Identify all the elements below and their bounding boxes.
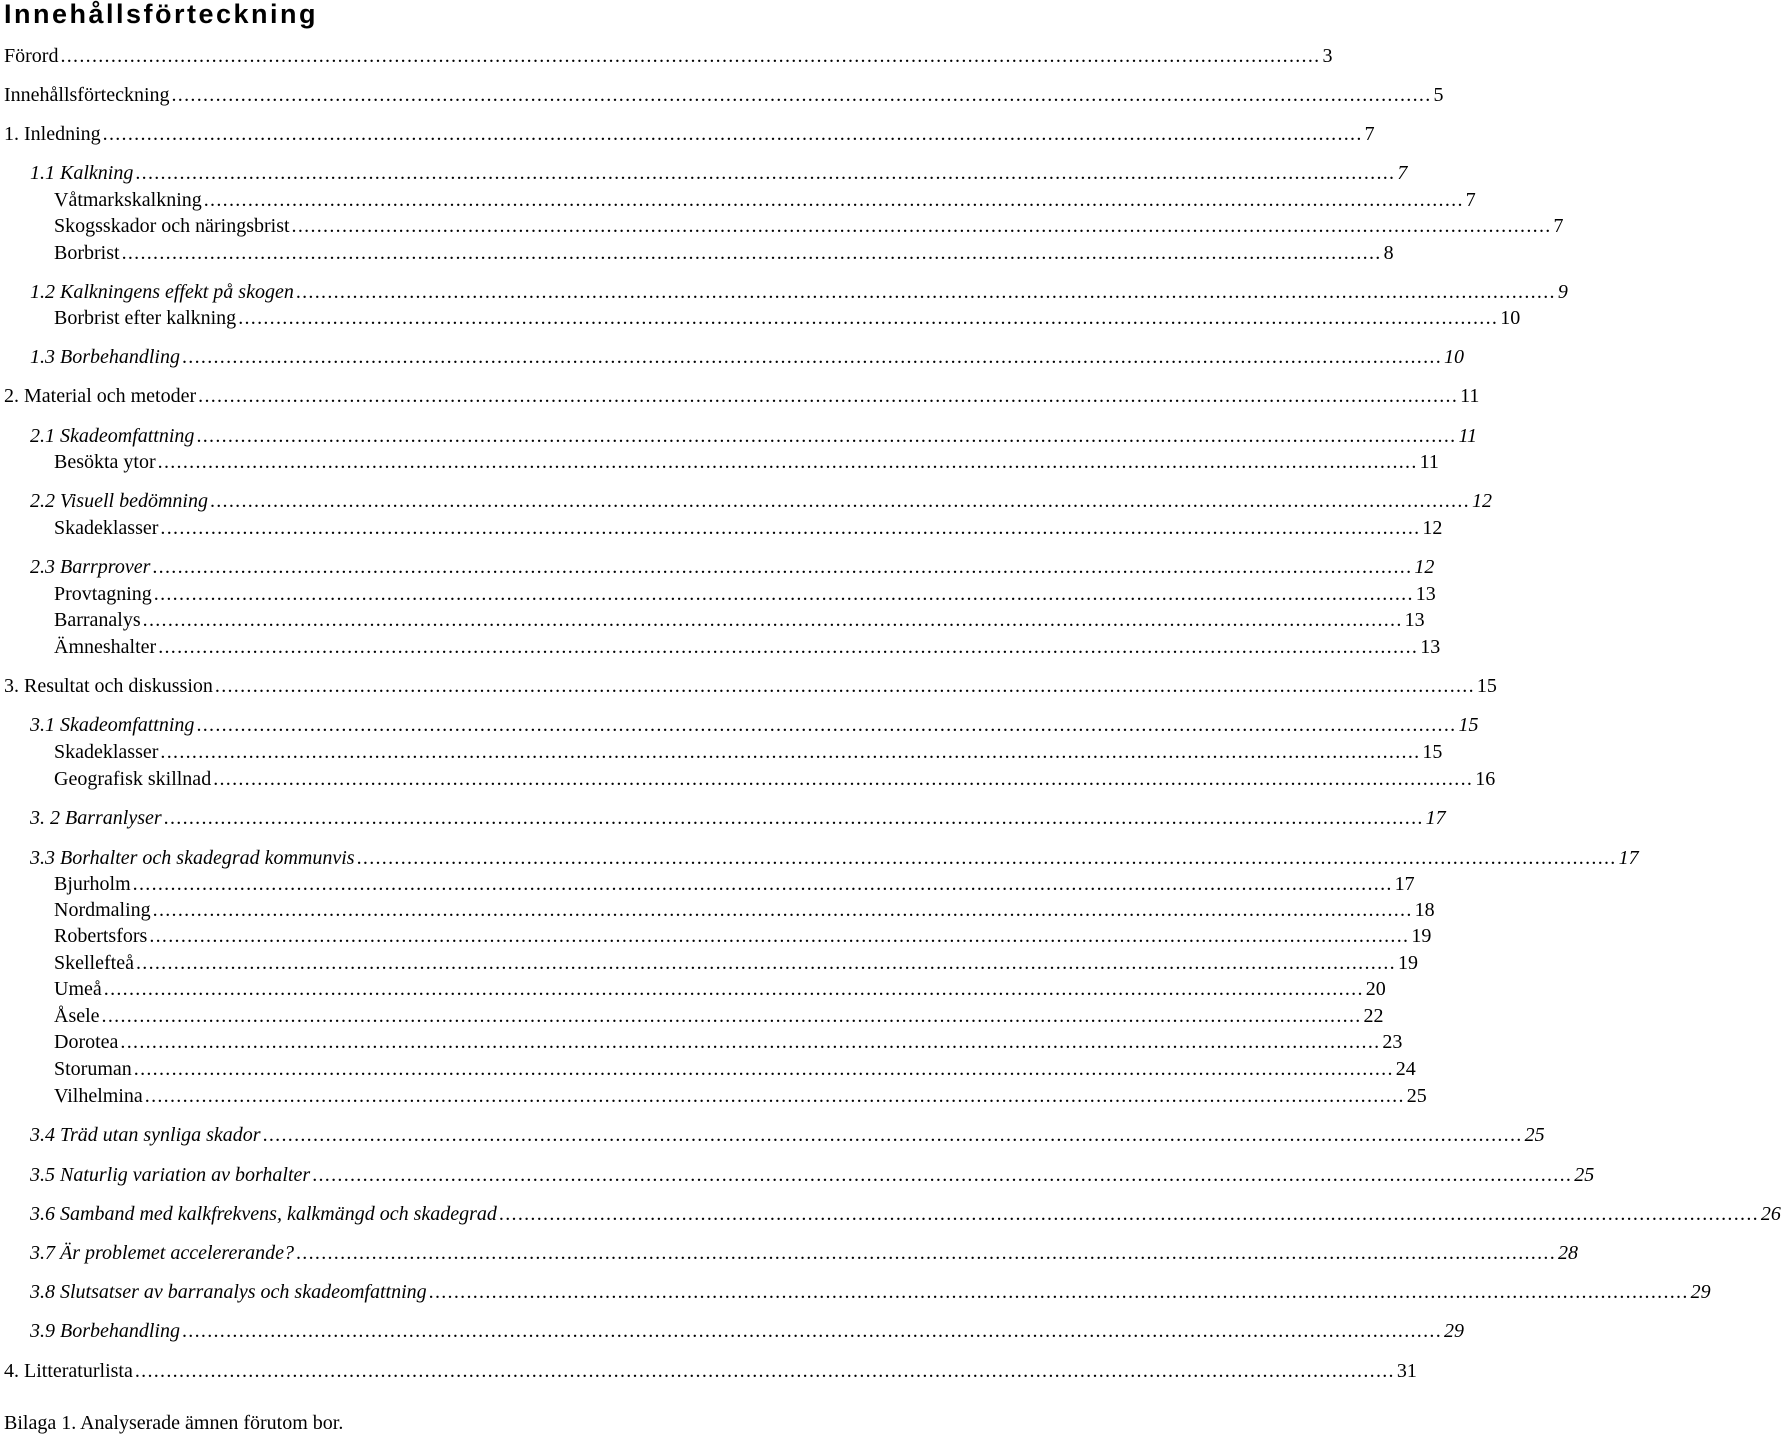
toc-entry[interactable] [54, 951, 1418, 975]
toc-leader-dots: ........................................................................................................................................................................................................ [134, 1360, 1395, 1382]
toc-entry-label: Provtagning [54, 583, 152, 605]
toc-entry[interactable] [30, 1319, 1464, 1343]
toc-entry-label: 1. Inledning [4, 123, 101, 145]
toc-entry-label: 3.3 Borhalter och skadegrad kommunvis [30, 847, 355, 869]
toc-entry-label: Skogsskador och näringsbrist [54, 215, 290, 237]
toc-entry-label: 3.8 Slutsatser av barranalys och skadeomfattning [30, 1281, 427, 1303]
toc-entry-label: 3. 2 Barranlyser [30, 807, 162, 829]
toc-entry-page: 7 [1465, 189, 1476, 211]
toc-entry-page: 17 [1394, 873, 1415, 895]
toc-entry-label: 3.6 Samband med kalkfrekvens, kalkmängd och skadegrad [30, 1203, 497, 1225]
toc-leader-dots: ........................................................................................................................................................................................................ [198, 385, 1459, 407]
toc-entry[interactable] [30, 1280, 1711, 1304]
toc-entry[interactable] [54, 767, 1496, 791]
toc-leader-dots: ........................................................................................................................................................................................................ [152, 556, 1413, 578]
toc-entry-label: 3.7 Är problemet accelererande? [30, 1242, 294, 1264]
toc-entry-page: 18 [1414, 899, 1435, 921]
toc-leader-dots: ........................................................................................................................................................................................................ [158, 636, 1419, 658]
toc-entry-page: 8 [1383, 242, 1394, 264]
toc-leader-dots: ........................................................................................................................................................................................................ [262, 1124, 1523, 1146]
toc-entry-page: 5 [1433, 84, 1444, 106]
toc-entry-label: 3.4 Träd utan synliga skador [30, 1124, 261, 1146]
toc-leader-dots: ........................................................................................................................................................................................................ [142, 609, 1403, 631]
toc-entry-label: Förord [4, 45, 59, 67]
toc-entry-page: 28 [1558, 1242, 1578, 1264]
toc-entry[interactable] [54, 1057, 1416, 1081]
toc-entry-label: Innehållsförteckning [4, 84, 170, 106]
toc-leader-dots: ........................................................................................................................................................................................................ [203, 189, 1464, 211]
toc-leader-dots: ........................................................................................................................................................................................................ [160, 517, 1421, 539]
toc-leader-dots: ........................................................................................................................................................................................................ [120, 1031, 1381, 1053]
toc-entry-page: 15 [1422, 741, 1443, 763]
toc-leader-dots: ........................................................................................................................................................................................................ [157, 451, 1418, 473]
toc-entry[interactable] [30, 1241, 1578, 1265]
toc-entry[interactable] [30, 1202, 1781, 1226]
toc-entry-page: 12 [1414, 556, 1435, 578]
toc-leader-dots: ........................................................................................................................................................................................................ [182, 346, 1442, 368]
toc-entry-page: 11 [1419, 451, 1439, 473]
toc-entry-page: 3 [1322, 45, 1333, 67]
toc-leader-dots: ........................................................................................................................................................................................................ [498, 1203, 1759, 1225]
toc-entry[interactable] [30, 713, 1479, 737]
toc-leader-dots: ........................................................................................................................................................................................................ [101, 1005, 1362, 1027]
toc-entry-page: 19 [1397, 952, 1418, 974]
toc-entry-page: 22 [1363, 1005, 1384, 1027]
toc-entry-page: 16 [1475, 768, 1496, 790]
toc-entry-page: 25 [1524, 1124, 1545, 1146]
page-title: Innehållsförteckning [4, 0, 319, 29]
toc-leader-dots: ........................................................................................................................................................................................................ [121, 242, 1382, 264]
toc-entry-page: 17 [1425, 807, 1446, 829]
toc-entry[interactable] [54, 516, 1443, 540]
toc-entry-label: Våtmarkskalkning [54, 189, 202, 211]
toc-leader-dots: ........................................................................................................................................................................................................ [296, 1242, 1556, 1264]
toc-entry[interactable] [30, 280, 1568, 304]
toc-entry-page: 12 [1471, 490, 1492, 512]
toc-entry-page: 17 [1618, 847, 1639, 869]
toc-entry-label: Bjurholm [54, 873, 131, 895]
toc-leader-dots: ........................................................................................................................................................................................................ [133, 1058, 1394, 1080]
toc-entry-label: 3.5 Naturlig variation av borhalter [30, 1164, 311, 1186]
toc-leader-dots: ........................................................................................................................................................................................................ [144, 1085, 1405, 1107]
toc-entry-label: Skadeklasser [54, 741, 159, 763]
toc-entry[interactable] [4, 384, 1480, 408]
toc-leader-dots: ........................................................................................................................................................................................................ [153, 583, 1414, 605]
toc-entry-page: 29 [1444, 1320, 1464, 1342]
toc-entry-label: Geografisk skillnad [54, 768, 212, 790]
toc-entry[interactable] [30, 345, 1464, 369]
toc-entry-label: 2.2 Visuell bedömning [30, 490, 208, 512]
toc-entry[interactable] [54, 241, 1394, 265]
toc-entry-label: Umeå [54, 978, 102, 1000]
toc-entry[interactable] [54, 582, 1436, 606]
toc-leader-dots: ........................................................................................................................................................................................................ [171, 84, 1432, 106]
toc-leader-dots: ........................................................................................................................................................................................................ [291, 215, 1552, 237]
toc-leader-dots: ........................................................................................................................................................................................................ [60, 45, 1321, 67]
toc-entry[interactable] [4, 674, 1497, 698]
toc-leader-dots: ........................................................................................................................................................................................................ [295, 281, 1556, 303]
toc-leader-dots: ........................................................................................................................................................................................................ [160, 741, 1421, 763]
toc-leader-dots: ........................................................................................................................................................................................................ [209, 490, 1470, 512]
toc-entry-page: 10 [1444, 346, 1464, 368]
toc-leader-dots: ........................................................................................................................................................................................................ [238, 307, 1499, 329]
toc-entry[interactable] [54, 977, 1386, 1001]
toc-entry[interactable] [54, 1004, 1384, 1028]
toc-leader-dots: ........................................................................................................................................................................................................ [196, 425, 1457, 447]
toc-entry-page: 13 [1415, 583, 1436, 605]
toc-entry[interactable] [54, 898, 1435, 922]
toc-entry[interactable] [54, 1030, 1403, 1054]
toc-entry[interactable] [30, 161, 1408, 185]
toc-entry-label: 2.1 Skadeomfattning [30, 425, 195, 447]
toc-entry-page: 24 [1395, 1058, 1416, 1080]
toc-leader-dots: ........................................................................................................................................................................................................ [196, 714, 1457, 736]
toc-entry-label: Besökta ytor [54, 451, 156, 473]
toc-entry[interactable] [30, 489, 1492, 513]
toc-entry-page: 13 [1420, 636, 1441, 658]
toc-entry-label: 3. Resultat och diskussion [4, 675, 213, 697]
toc-entry[interactable] [4, 83, 1444, 107]
appendix-note: Bilaga 1. Analyserade ämnen förutom bor. [4, 1412, 344, 1434]
toc-leader-dots: ........................................................................................................................................................................................................ [163, 807, 1424, 829]
toc-entry-page: 29 [1690, 1281, 1711, 1303]
toc-entry-label: Borbrist efter kalkning [54, 307, 237, 329]
toc-entry-page: 15 [1476, 675, 1497, 697]
toc-leader-dots: ........................................................................................................................................................................................................ [132, 873, 1393, 895]
toc-entry-label: Nordmaling [54, 899, 151, 921]
toc-entry-page: 11 [1460, 385, 1480, 407]
toc-entry[interactable] [30, 846, 1639, 870]
toc-entry-page: 25 [1406, 1085, 1427, 1107]
toc-entry[interactable] [54, 635, 1441, 659]
toc-entry[interactable] [54, 214, 1564, 238]
toc-entry-page: 19 [1411, 925, 1432, 947]
toc-leader-dots: ........................................................................................................................................................................................................ [152, 899, 1413, 921]
toc-entry-label: Dorotea [54, 1031, 119, 1053]
toc-entry-label: 3.1 Skadeomfattning [30, 714, 195, 736]
toc-entry-label: Borbrist [54, 242, 120, 264]
toc-entry-page: 15 [1458, 714, 1479, 736]
toc-leader-dots: ........................................................................................................................................................................................................ [102, 123, 1363, 145]
toc-entry-page: 26 [1760, 1203, 1781, 1225]
toc-leader-dots: ........................................................................................................................................................................................................ [213, 768, 1474, 790]
toc-entry[interactable] [30, 555, 1435, 579]
toc-entry-label: 1.3 Borbehandling [30, 346, 180, 368]
toc-entry[interactable] [30, 1163, 1595, 1187]
toc-entry-page: 25 [1574, 1164, 1595, 1186]
toc-leader-dots: ........................................................................................................................................................................................................ [149, 925, 1410, 947]
toc-entry[interactable] [54, 188, 1476, 212]
toc-entry[interactable] [54, 924, 1432, 948]
toc-entry-page: 20 [1365, 978, 1386, 1000]
toc-entry-label: Vilhelmina [54, 1085, 143, 1107]
toc-entry[interactable] [30, 1123, 1545, 1147]
toc-leader-dots: ........................................................................................................................................................................................................ [312, 1164, 1573, 1186]
toc-entry-page: 7 [1364, 123, 1375, 145]
toc-entry-page: 11 [1458, 425, 1477, 447]
toc-entry-label: 4. Litteraturlista [4, 1360, 133, 1382]
toc-entry-label: Storuman [54, 1058, 132, 1080]
toc-entry-label: Ämneshalter [54, 636, 157, 658]
toc-entry-label: Skellefteå [54, 952, 134, 974]
toc-leader-dots: ........................................................................................................................................................................................................ [356, 847, 1617, 869]
toc-entry-label: Skadeklasser [54, 517, 159, 539]
toc-entry-label: Barranalys [54, 609, 141, 631]
toc-entry-label: Åsele [54, 1005, 100, 1027]
toc-entry[interactable] [54, 872, 1415, 896]
toc-entry-label: 3.9 Borbehandling [30, 1320, 180, 1342]
toc-entry-label: 1.2 Kalkningens effekt på skogen [30, 281, 294, 303]
toc-entry[interactable] [4, 44, 1333, 68]
toc-leader-dots: ........................................................................................................................................................................................................ [428, 1281, 1689, 1303]
toc-entry[interactable] [54, 450, 1439, 474]
toc-entry-label: 1.1 Kalkning [30, 162, 134, 184]
toc-entry[interactable] [54, 608, 1425, 632]
toc-entry-page: 23 [1382, 1031, 1403, 1053]
toc-leader-dots: ........................................................................................................................................................................................................ [103, 978, 1364, 1000]
toc-entry-label: 2. Material och metoder [4, 385, 197, 407]
toc-entry[interactable] [30, 424, 1477, 448]
toc-entry-page: 12 [1422, 517, 1443, 539]
toc-entry[interactable] [54, 740, 1443, 764]
toc-entry[interactable] [54, 1084, 1427, 1108]
toc-entry-page: 7 [1553, 215, 1564, 237]
toc-entry[interactable] [4, 122, 1375, 146]
toc-leader-dots: ........................................................................................................................................................................................................ [214, 675, 1475, 697]
toc-leader-dots: ........................................................................................................................................................................................................ [135, 162, 1396, 184]
toc-leader-dots: ........................................................................................................................................................................................................ [135, 952, 1396, 974]
toc-entry[interactable] [4, 1359, 1417, 1383]
toc-entry-page: 10 [1500, 307, 1521, 329]
toc-entry-label: 2.3 Barrprover [30, 556, 151, 578]
toc-entry-page: 7 [1397, 162, 1408, 184]
toc-entry[interactable] [54, 306, 1521, 330]
toc-entry-page: 9 [1557, 281, 1568, 303]
toc-entry[interactable] [30, 806, 1446, 830]
toc-entry-page: 13 [1404, 609, 1425, 631]
toc-leader-dots: ........................................................................................................................................................................................................ [182, 1320, 1442, 1342]
toc-entry-page: 31 [1396, 1360, 1417, 1382]
toc-entry-label: Robertsfors [54, 925, 148, 947]
